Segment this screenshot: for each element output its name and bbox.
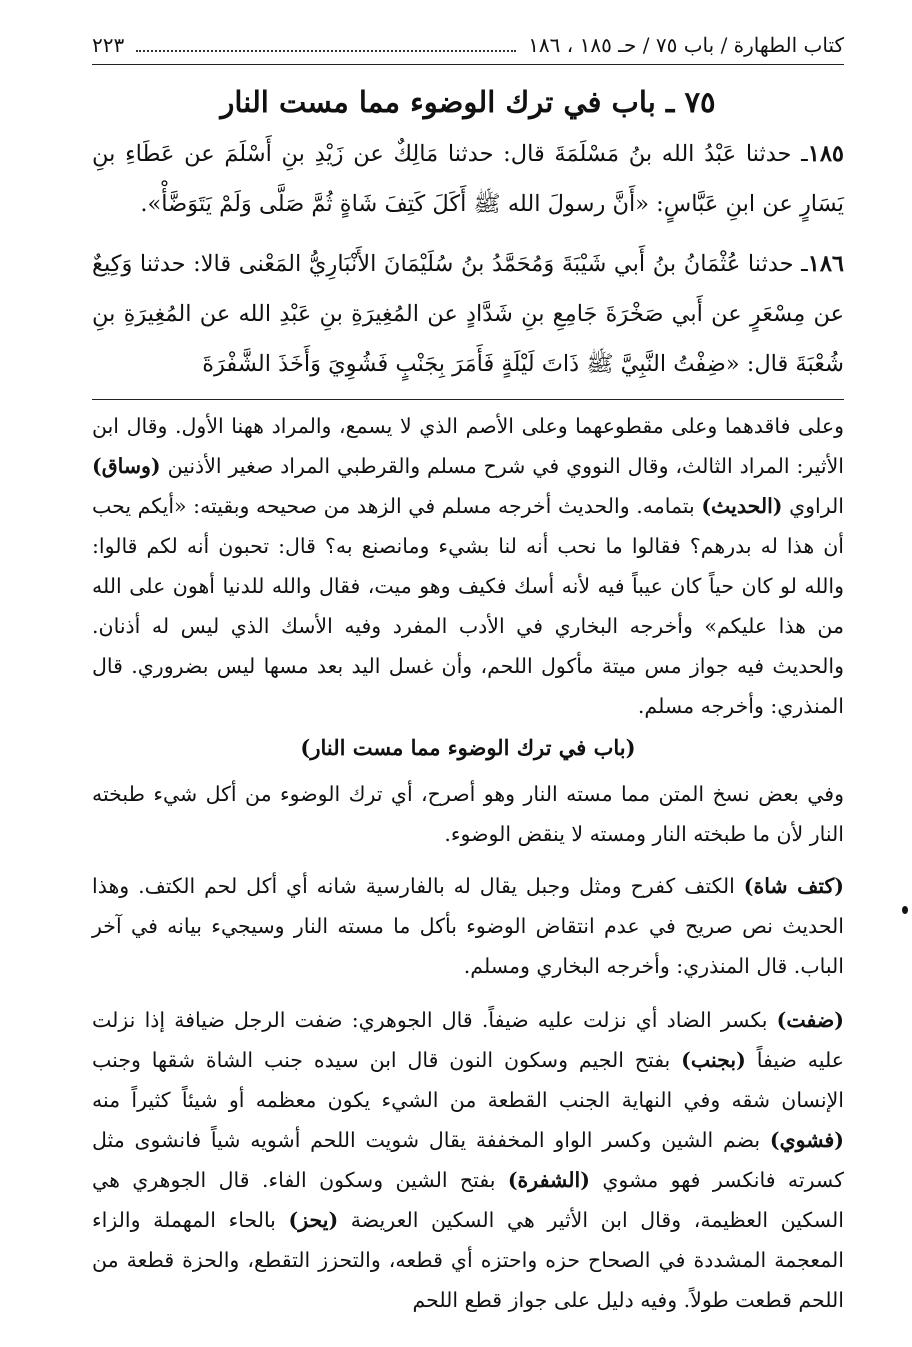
commentary-p4-b: بفتح الجيم وسكون النون قال ابن سيده جنب الشاة شقها وجنب الإنسان شقه وفي النهاية الجنب القطعة من الشيء يكون معظمه أو شيئاً كثيراً منه bbox=[92, 1048, 844, 1112]
commentary-p1-rest: بتمامه. والحديث أخرجه مسلم في الزهد من صحيحه وبقيته: «أيكم يحب أن هذا له بدرهم؟ فقالوا ما نحب أنه لنا بشيء ومانصنع به؟ قال: تحبون أنه لكم قالوا: والله لو كان حياً كان عيباً فيه لأنه أسك فكيف وهو ميت، فقال والله للدنيا أهون على الله من هذا عليكم» وأخرجه البخاري في الأدب المفرد وفيه الأسك الذي ليس له أذنان. والحديث فيه جواز مس ميتة مأكول اللحم، وأن غسل اليد بعد مسها ليس بضروري. قال المنذري: وأخرجه مسلم. bbox=[92, 494, 844, 718]
commentary-p4-term2: (بجنب) bbox=[681, 1048, 746, 1072]
commentary-paragraph-1 bbox=[92, 406, 844, 726]
hadith-186-text: ـ حدثنا عُثْمَانُ بنُ أَبي شَيْبَةَ وَمُحَمَّدُ بنُ سُلَيْمَانَ الأَنْبَارِيُّ المَعْنى قالا: حدثنا وَكِيعٌ عن مِسْعَرٍ عن أَبي صَخْرَةَ جَامِعِ بنِ شَدَّادٍ عن المُغِيرَةِ بنِ عَبْدِ الله عن المُغِيرَةِ بنِ شُعْبَةَ قال: «ضِفْتُ النَّبِيَّ ﷺ ذَاتَ لَيْلَةٍ فَأَمَرَ بِجَنْبٍ فَشُوِيَ وَأَخَذَ الشَّفْرَةَ bbox=[92, 251, 844, 377]
running-head bbox=[92, 28, 844, 62]
page-number: ٢٢٣ bbox=[92, 33, 125, 57]
hadith-186 bbox=[92, 239, 844, 389]
commentary-paragraph-4 bbox=[92, 1000, 844, 1320]
hadith-185-text: ـ حدثنا عَبْدُ الله بنُ مَسْلَمَةَ قال: حدثنا مَالِكٌ عن زَيْدِ بنِ أَسْلَمَ عن عَطَاءِ بنِ يَسَارٍ عن ابنِ عَبَّاسٍ: «أَنَّ رسولَ الله ﷺ أَكَلَ كَتِفَ شَاةٍ ثُمَّ صَلَّى وَلَمْ يَتَوَضَّأْ». bbox=[92, 141, 844, 217]
commentary-p1-text: وعلى فاقدهما وعلى مقطوعهما وعلى الأصم الذي لا يسمع، والمراد ههنا الأول. وقال ابن الأثير: المراد الثالث، وقال النووي في شرح مسلم والقرطبي المراد صغير الأذنين bbox=[92, 414, 844, 478]
commentary-p4-e: بالحاء المهملة والزاء المعجمة المشددة في الصحاح حزه واحتزه أي قطعه، والتحزز التقطع، والحزة قطعة من اللحم قطعت طولاً. وفيه دليل على جواز قطع اللحم bbox=[92, 1208, 844, 1312]
commentary-paragraph-2 bbox=[92, 774, 844, 854]
hadith-186-number: ١٨٦ bbox=[807, 251, 844, 277]
hadith-185-number: ١٨٥ bbox=[807, 141, 844, 167]
running-head-dots bbox=[136, 50, 516, 52]
running-head-title: كتاب الطهارة / باب ٧٥ / حـ ١٨٥ ، ١٨٦ bbox=[528, 33, 844, 57]
commentary-p4-term4: (الشفرة) bbox=[507, 1168, 590, 1192]
commentary-p4-term: (ضفت) bbox=[776, 1008, 844, 1032]
hadith-185 bbox=[92, 129, 844, 229]
commentary-p1-mid: الراوي bbox=[789, 494, 844, 518]
commentary-p4-term3: (فشوي) bbox=[769, 1128, 844, 1152]
commentary-p4-term5: (يحز) bbox=[288, 1208, 339, 1232]
commentary-paragraph-3 bbox=[92, 866, 844, 986]
commentary-p4-c: بضم الشين وكسر الواو المخففة يقال شويت اللحم أشويه شياً فانشوى مثل كسرته فانكسر فهو مشوي bbox=[92, 1128, 844, 1192]
chapter-title: ٧٥ ـ باب في ترك الوضوء مما مست النار bbox=[220, 85, 716, 119]
commentary-p1-term2: (الحديث) bbox=[701, 494, 783, 518]
commentary-p3-text: الكتف كفرح ومثل وجبل يقال له بالفارسية شانه أي أكل لحم الكتف. وهذا الحديث نص صريح في عدم انتقاض الوضوء بأكل ما مسته النار وسيجيء بيانه في آخر الباب. قال المنذري: وأخرجه البخاري ومسلم. bbox=[92, 874, 844, 978]
footnote-divider bbox=[92, 399, 844, 400]
margin-ink-dot bbox=[902, 906, 908, 914]
page bbox=[92, 28, 844, 1320]
commentary-p4-d: بفتح الشين وسكون الفاء. قال الجوهري هي السكين العظيمة، وقال ابن الأثير هي السكين العريضة bbox=[92, 1168, 844, 1232]
commentary-p1-term: (وساق) bbox=[92, 454, 161, 478]
commentary-sub-heading: (باب في ترك الوضوء مما مست النار) bbox=[300, 735, 636, 760]
header-rule bbox=[92, 64, 844, 65]
commentary-p4-a: بكسر الضاد أي نزلت عليه ضيفاً. قال الجوهري: ضفت الرجل ضيافة إذا نزلت عليه ضيفاً bbox=[92, 1008, 844, 1072]
commentary-p3-term: (كتف شاة) bbox=[743, 874, 844, 898]
commentary-p2-text: وفي بعض نسخ المتن مما مسته النار وهو أصرح، أي ترك الوضوء من أكل شيء طبخته النار لأن ما طبخته النار ومسته لا ينقض الوضوء. bbox=[92, 782, 844, 846]
